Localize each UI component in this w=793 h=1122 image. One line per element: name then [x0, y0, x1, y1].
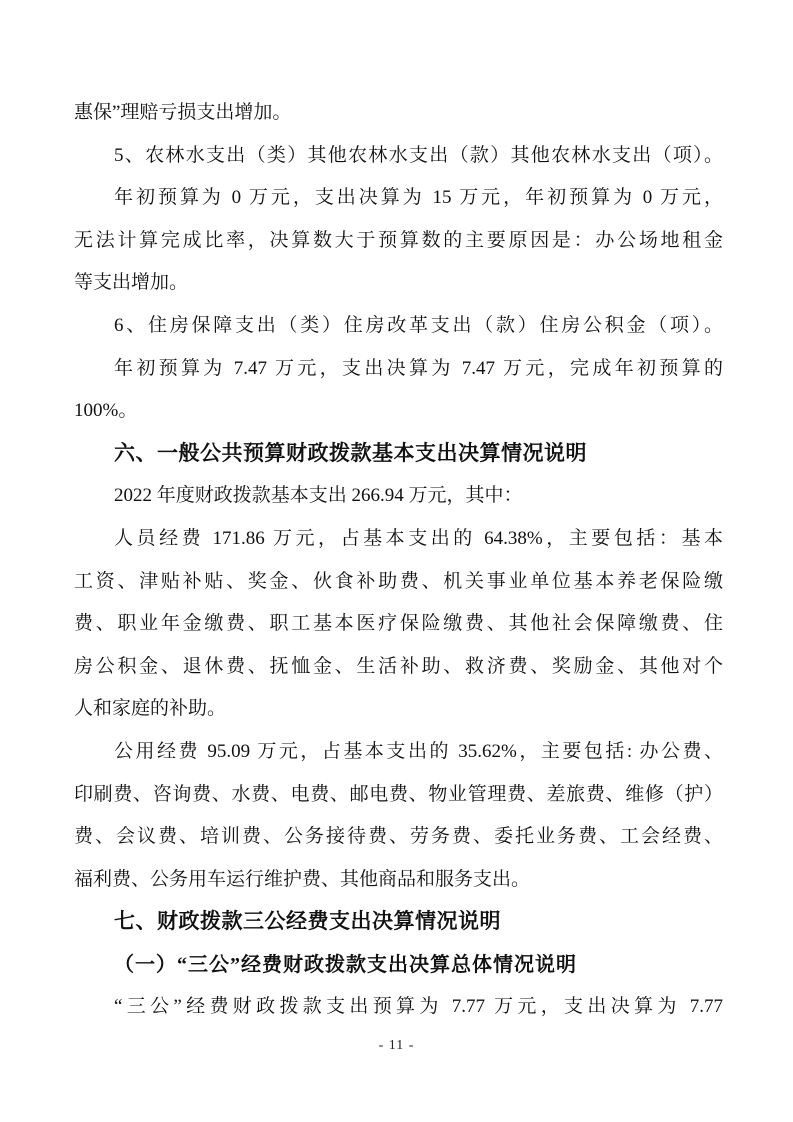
- text-line: 公用经费 95.09 万元，占基本支出的 35.62%，主要包括: 办公费、: [114, 740, 723, 762]
- text-line: 福利费、公务用车运行维护费、其他商品和服务支出。: [74, 868, 531, 890]
- text-line: 100%。: [74, 400, 138, 422]
- text-line: 印刷费、咨询费、水费、电费、邮电费、物业管理费、差旅费、维修（护）: [74, 783, 723, 805]
- text-line: “三公”经费财政拨款支出预算为 7.77 万元，支出决算为 7.77: [114, 996, 723, 1018]
- text-line: 工资、津贴补贴、奖金、伙食补助费、机关事业单位基本养老保险缴: [74, 570, 723, 592]
- text-line: 6、住房保障支出（类）住房改革支出（款）住房公积金（项）。: [114, 314, 723, 336]
- text-line: 费、职业年金缴费、职工基本医疗保险缴费、其他社会保障缴费、住: [74, 613, 723, 635]
- text-line: 人和家庭的补助。: [74, 698, 227, 720]
- text-line: 2022 年度财政拨款基本支出 266.94 万元，其中：: [114, 485, 523, 507]
- text-line: 无法计算完成比率，决算数大于预算数的主要原因是：办公场地租金: [74, 229, 723, 251]
- text-line: 等支出增加。: [74, 272, 189, 294]
- section-heading-6: 六、一般公共预算财政拨款基本支出决算情况说明: [114, 441, 587, 465]
- text-line: 惠保”理赔亏损支出增加。: [74, 102, 292, 123]
- document-body: [74, 92, 723, 1029]
- text-line: 年初预算为 7.47 万元，支出决算为 7.47 万元，完成年初预算的: [114, 357, 723, 379]
- text-line: 5、农林水支出（类）其他农林水支出（款）其他农林水支出（项）。: [114, 144, 723, 166]
- text-line: 年初预算为 0 万元，支出决算为 15 万元，年初预算为 0 万元，: [114, 187, 723, 209]
- page-number: - 11 -: [378, 1038, 415, 1053]
- text-line: 房公积金、退休费、抚恤金、生活补助、救济费、奖励金、其他对个: [74, 655, 723, 677]
- text-line: 人员经费 171.86 万元，占基本支出的 64.38%，主要包括：基本: [114, 527, 723, 549]
- section-heading-7: 七、财政拨款三公经费支出决算情况说明: [114, 910, 501, 934]
- text-line: 费、会议费、培训费、公务接待费、劳务费、委托业务费、工会经费、: [74, 826, 723, 848]
- subsection-heading-7-1: （一）“三公”经费财政拨款支出决算总体情况说明: [114, 953, 577, 976]
